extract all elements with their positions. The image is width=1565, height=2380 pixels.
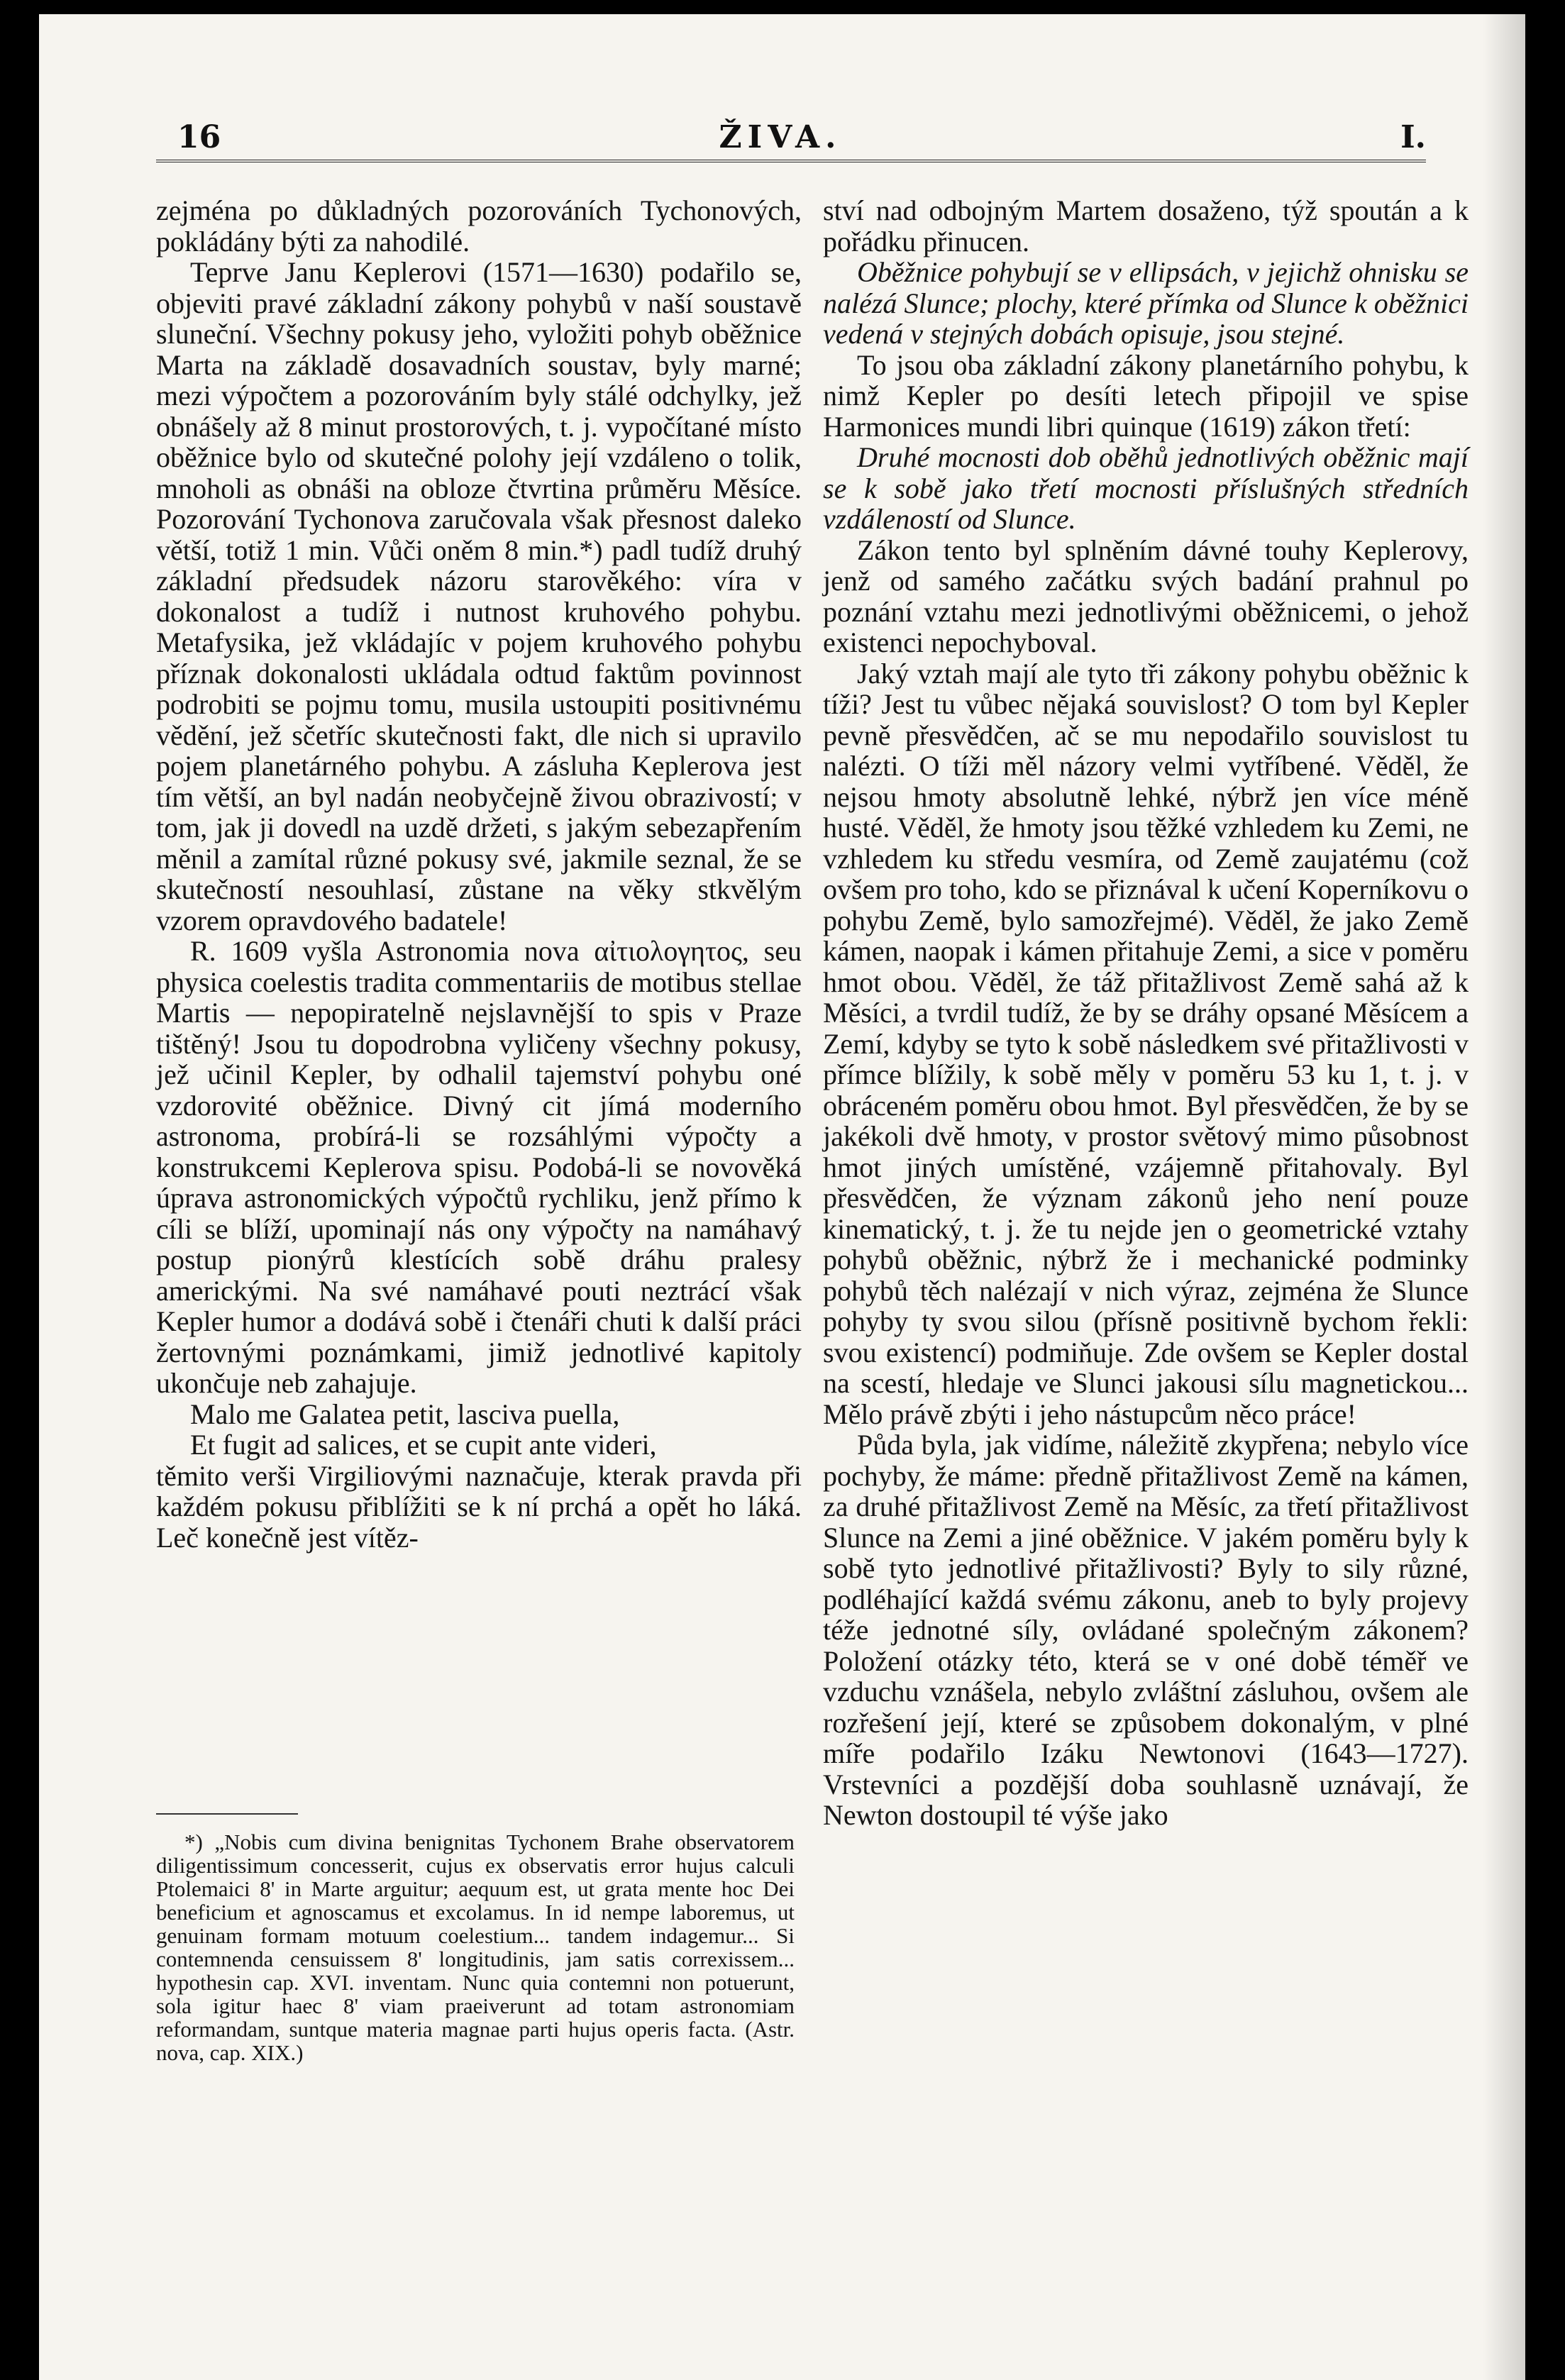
footnote: *) „Nobis cum divina benignitas Tychonem Brahe observatorem diligentissimum concesserit, cujus ex observatis error hujus calculi Ptolemaici 8' in Marte arguitur; aequum est, ut grata mente hoc Dei beneficium et agnoscamus et excolamus. In id nempe laboremus, ut genuinam formam motuum coelestium... tandem indagemur... Si contemnenda censuissem 8' longitudinis, jam satis correxissem... hypothesin cap. XVI. inventam. Nunc quia contemni non potuerunt, sola igitur haec 8' viam praeiverunt ad totam astronomiam reformandam, suntque materia magnae parti hujus operis facta. (Astr. nova, cap. XIX.) — [156, 1830, 795, 2065]
right-paragraph-2: To jsou oba základní zákony planetárního pohybu, k nimž Kepler po desíti letech připojil ve spise Harmonices mundi libri quinque (1619) zákon třetí: — [823, 348, 1469, 443]
left-paragraph-3: R. 1609 vyšla Astronomia nova αἰτιολογητος, seu physica coelestis tradita commentariis de motibus stellae Martis — nepopiratelně nejslavnější to spis v Praze tištěný! Jsou tu dopodrobna vyličeny všechny pokusy, jež učinil Kepler, by odhalil tajemství pohybu oné vzdorovité oběžnice. Divný cit jímá moderního astronoma, probírá-li se rozsáhlými výpočty a konstrukcemi Keplerova spisu. Podobá-li se novověká úprava astronomických výpočtů rychliku, jenž přímo k cíli se blíží, upominají nás ony výpočty na namáhavý postup pionýrů klestících sobě dráhu pralesy americkými. Na své namáhavé pouti neztrácí však Kepler humor a dodává sobě i čtenáři chuti k další práci žertovnými poznámkami, jimiž jednotlivé kapitoly ukončuje neb zahajuje. — [156, 935, 802, 1399]
journal-title: ŽIVA. — [719, 119, 842, 155]
right-paragraph-3: Zákon tento byl splněním dávné touhy Keplerovy, jenž od samého začátku svých badání prahnul po poznání vztahu mezi jednotlivými oběžnicemi, o jehož existenci nepochyboval. — [823, 533, 1469, 658]
left-paragraph-4: těmito verši Virgiliovými naznačuje, kterak pravda při každém pokusu přiblížiti se k ní prchá a opět ho láká. Leč konečně jest vítěz- — [156, 1459, 802, 1554]
verse-line-2: Et fugit ad salices, et se cupit ante videri, — [190, 1429, 657, 1461]
left-paragraph-2: Teprve Janu Keplerovi (1571—1630) podařilo se, objeviti pravé základní zákony pohybů v naší soustavě sluneční. Všechny pokusy jeho, vyložiti pohyb oběžnice Marta na základě dosavadních soustav, byly marné; mezi výpočtem a pozorováním byly stálé odchylky, jež obnášely až 8 minut prostorových, t. j. vypočítané místo oběžnice bylo od skutečné polohy její vzdáleno o tolik, mnoholi as obnáši na obloze čtvrtina průměru Měsíce. Pozorování Tychonova zaručovala však přesnost daleko větší, totiž 1 min. Vůči oněm 8 min.*) padl tudíž druhý základní předsudek názoru starověkého: víra v dokonalost a tudíž i nutnost kruhového pohybu. Metafysika, jež vkládajíc v pojem kruhového pohybu příznak dokonalosti ukládala odtud faktům povinnost podrobiti se pojmu tomu, musila ustoupiti positivnému vědění, jež sčetříc skutečnosti fakt, dle nich si upravilo pojem planetárného pohybu. A zásluha Keplerova jest tím větší, an byl nadán neobyčejně živou obrazivostí; v tom, jak ji dovedl na uzdě držeti, s jakým sebezapřením měnil a zamítal různé pokusy své, jakmile seznal, že se skutečností nesouhlasí, zůstane na věky stkvělým vzorem opravdového badatele! — [156, 256, 802, 936]
left-paragraph-1: zejména po důkladných pozorováních Tychonových, pokládány býti za nahodilé. — [156, 194, 802, 258]
right-paragraph-4: Jaký vztah mají ale tyto tři zákony pohybu oběžnic k tíži? Jest tu vůbec nějaká souvislost? O tom byl Kepler pevně přesvědčen, ač se mu nepodařilo souvislost tu nalézti. O tíži měl názory velmi vytříbené. Věděl, že nejsou hmoty absolutně lehké, nýbrž jen více méně husté. Věděl, že hmoty jsou těžké vzhledem ku Zemi, ne vzhledem ku středu vesmíra, od Země zaujatému (což ovšem pro toho, kdo se přiznával k učení Koperníkovu o pohybu Země, bylo samozřejmé). Věděl, že jako Země kámen, naopak i kámen přitahuje Zemi, a sice v poměru hmot obou. Věděl, že táž přitažlivost Země sahá až k Měsíci, a tvrdil tudíž, že by se dráhy opsané Měsícem a Zemí, kdyby se tyto k sobě následkem své přitažlivosti v přímce blížily, k sobě měly v poměru 53 ku 1, t. j. v obráceném poměru obou hmot. Byl přesvědčen, že by se jakékoli dvě hmoty, v prostor světový mimo působnost hmot jiných umístěné, vzájemně přitahovaly. Byl přesvědčen, že význam zákonů jeho není pouze kinematický, t. j. že tu nejde jen o geometrické vztahy pohybů oběžnic, nýbrž že i mechanické podminky pohybů těch nalézají v nich výraz, zejména že Slunce pohyby ty svou silou (přísně positivně bychom řekli: svou existencí) podmiňuje. Zde ovšem se Kepler dostal na scestí, hledaje ve Slunci jakousi sílu magnetickou... Mělo právě zbýti i jeho nástupcům něco práce! — [823, 657, 1469, 1430]
kepler-law-3: Druhé mocnosti dob oběhů jednotlivých oběžnic mají se k sobě jako třetí mocnosti příslušných středních vzdáleností od Slunce. — [823, 441, 1469, 535]
page-header — [135, 106, 1426, 163]
right-column — [823, 195, 1469, 1831]
right-paragraph-5: Půda byla, jak vidíme, náležitě zkypřena; nebylo více pochyby, že máme: předně přitažlivost Země na kámen, za druhé přitažlivost Země na Měsíc, za třetí přitažlivost Slunce na Zemi a jiné oběžnice. V jakém poměru byly k sobě tyto jednotlivé přitažlivosti? Byly to sily různé, podléhající každá svému zákonu, aneb to byly projevy téže jednotné síly, ovládané společným zákonem? Položení otázky této, která se v oné době téměř ve vzduchu vznášela, nebylo zvláštní zásluhou, ovšem ale rozřešení její, které se způsobem dokonalým, v plné míře podařilo Izáku Newtonovi (1643—1727). Vrstevníci a pozdější doba souhlasně uznávají, že Newton dostoupil té výše jako — [823, 1429, 1469, 1831]
right-paragraph-1: ství nad odbojným Martem dosaženo, týž spoután a k pořádku přinucen. — [823, 194, 1469, 258]
volume-number: I. — [1400, 119, 1426, 155]
kepler-law-1-2: Oběžnice pohybují se v ellipsách, v jejichž ohnisku se nalézá Slunce; plochy, které přímka od Slunce k oběžnici vedená v stejných dobách opisuje, jsou stejné. — [823, 256, 1469, 350]
page-number: 16 — [177, 119, 221, 155]
header-rule — [156, 160, 1426, 162]
page-edge-shadow — [1483, 14, 1525, 2380]
left-column — [156, 195, 802, 1553]
footnote-rule — [156, 1813, 298, 1815]
verse-line-1: Malo me Galatea petit, lasciva puella, — [190, 1397, 620, 1430]
